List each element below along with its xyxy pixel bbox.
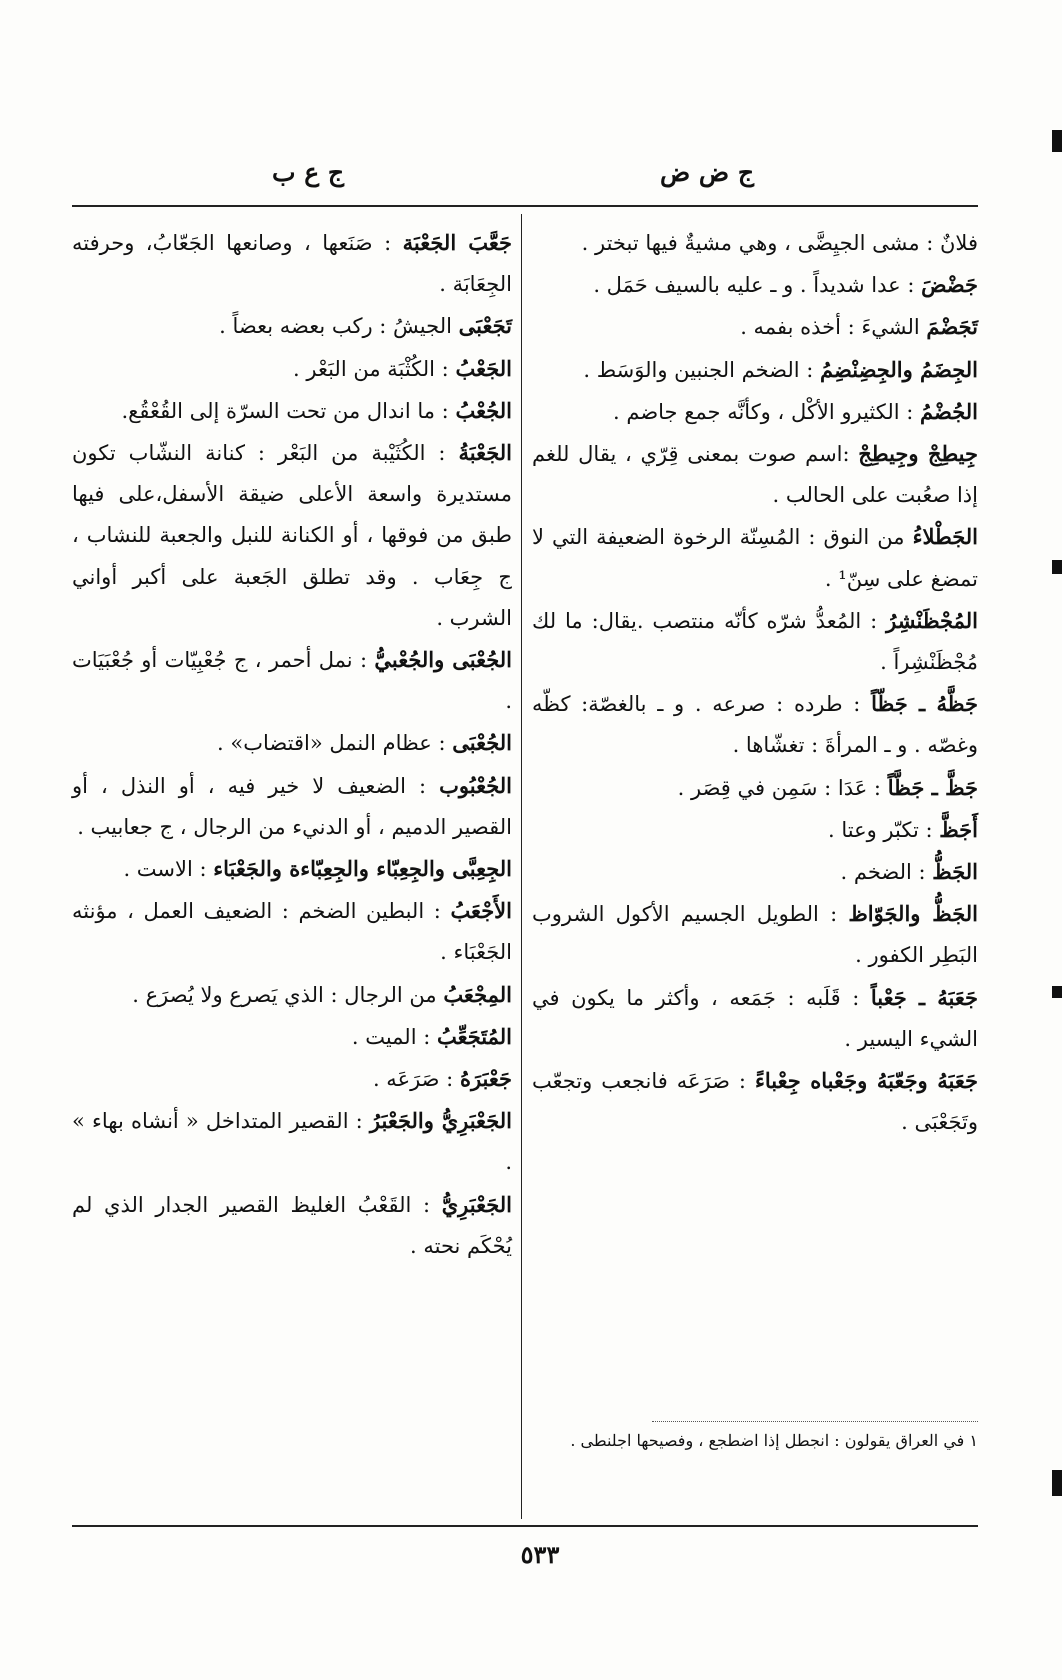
entry-definition: : الضعيف لا خير فيه ، أو النذل ، أو القصير الدميم ، أو الدنيء من الرجال ، ج جعابيب . [72, 773, 512, 839]
entry-definition: : الكثيرو الأكْل ، وكأنَّه جمع جاضم . [613, 399, 914, 424]
dictionary-entry [72, 1100, 512, 1183]
running-header-left: ج ع ب [272, 158, 344, 187]
dictionary-entry [72, 1058, 512, 1100]
entry-definition: : صَنَعها ، وصانعها الجَعّابُ، وحرفته الجِعَابَة . [72, 231, 512, 297]
entry-headword: الجَظُّ [932, 859, 978, 885]
running-header-right: ج ض ض [660, 158, 754, 187]
scan-edge-mark [1052, 560, 1062, 574]
entry-headword: جَعَبَهُ ـ جَعْباً [870, 984, 978, 1010]
header-rule [72, 205, 978, 207]
entry-definition: : الضخم الجنبين والوَسَط . [583, 357, 814, 382]
entry-headword: الجُعْبُوب [439, 772, 512, 798]
entry-headword: الأَجْعَبُ [450, 898, 512, 924]
entry-definition: : نمل أحمر ، ج جُعْبِيّات أو جُعْبَيَات . [72, 648, 512, 714]
entry-headword: الجَعْبَرِيُّ والجَعْبَرُ [369, 1108, 512, 1134]
entry-definition: : الكُثَيْبة من البَعْر : كنانة النشّاب تكون مستديرة واسعة الأعلى ضيقة الأسفل،على فيها طبق من فوقها ، أو الكنانة للنبل والجعبة للنشاب ، ج جِعَاب . وقد تطلق الجَعبة على أكبر أواني الشرب . [72, 441, 512, 630]
dictionary-entry [532, 264, 978, 306]
entry-headword: الجُضْمُ [920, 398, 978, 424]
dictionary-entry [72, 222, 512, 305]
dictionary-entry [532, 977, 978, 1060]
dictionary-entry [532, 433, 978, 516]
entry-definition: : الضخم . [840, 860, 926, 885]
entry-headword: جَعْبَرَهُ [459, 1066, 512, 1092]
dictionary-entry [532, 349, 978, 391]
dictionary-entry [532, 391, 978, 433]
entry-definition: : صَرَعَه . [372, 1067, 454, 1092]
entry-definition: : الاست . [123, 857, 207, 882]
entry-headword: المُتَجَعِّبُ [436, 1023, 512, 1049]
footer-rule [72, 1525, 978, 1527]
entry-definition: : عظام النمل «اقتضاب» . [217, 731, 446, 756]
entry-definition: : عَدَا : سَمِن في قِصَر . [677, 775, 882, 800]
entry-headword: جَظَّهُ ـ جَظّاً [871, 691, 978, 717]
dictionary-entry [72, 348, 512, 390]
entry-definition: : قَلَبه : جَمَعه ، وأكثر ما يكون في الشيء اليسير . [532, 985, 978, 1051]
dictionary-entry [532, 851, 978, 893]
entry-definition: فلانٌ : مشى الجيِضَّى ، وهي مشيةٌ فيها تبختر . [581, 231, 978, 255]
entry-headword: الجَعْبَةُ [458, 440, 512, 466]
entry-definition: : الكُثْبَة من البَعْر . [293, 356, 449, 381]
dictionary-entry [532, 893, 978, 976]
entry-definition: : الطويل الجسيم الأكول الشروب البَطِر الكفور . [532, 902, 978, 968]
entry-definition: : القَعْبُ الغليظ القصير الجدار الذي لم يُحْكَم نحته . [72, 1192, 512, 1258]
dictionary-entry [532, 683, 978, 766]
entry-definition: : صَرَعَه فانجعب وتجعّب وتَجَعْبَى . [532, 1069, 978, 1135]
scan-edge-mark [1052, 130, 1062, 152]
entry-headword: المِجْعَبُ [443, 981, 512, 1007]
footnote: ١ في العراق يقولون : انجطل إذا اضطجع ، وفصيحها اجلنطى . [570, 1431, 978, 1450]
dictionary-entry [532, 600, 978, 683]
entry-definition: من الرجال : الذي يَصرع ولا يُصرَع . [132, 982, 437, 1007]
entry-definition: : الميت . [351, 1024, 431, 1049]
dictionary-entry [72, 432, 512, 639]
entry-definition: : المُعدُّ شرّه كأنّه منتصب .يقال: ما لك مُجْظَنْشِراً . [532, 608, 978, 675]
entry-headword: الجَظُّ والجَوّاظ [848, 901, 978, 927]
dictionary-entry [72, 1016, 512, 1058]
entry-headword: الجَعْبُ [455, 355, 512, 381]
scan-edge-mark [1052, 986, 1062, 998]
entry-headword: جَعَّبَ الجَعْبَة [402, 230, 512, 255]
dictionary-entry [532, 767, 978, 809]
dictionary-entry [532, 1060, 978, 1143]
entry-definition: : عدا شديداً . و ـ عليه بالسيف حَمَل . [593, 273, 915, 298]
entry-headword: الجُعْبُ [455, 397, 512, 423]
entry-headword: الجِعِبَّى والجِعِبّاء والجِعِبّاءة والجَعْبَاء [213, 856, 512, 882]
entry-definition: الجيشُ : ركب بعضه بعضاً . [219, 314, 452, 339]
entry-definition: : تكبّر وعتا . [828, 817, 933, 842]
entry-definition: :اسم صوت بمعنى قِرّي ، يقال للغم إذا صعُبت على الحالب . [532, 442, 978, 508]
dictionary-entry [532, 809, 978, 851]
dictionary-entry [532, 222, 978, 264]
dictionary-entry [72, 765, 512, 848]
scan-edge-mark [1052, 1470, 1062, 1496]
dictionary-entry [72, 974, 512, 1016]
entry-definition: الشيءَ : أخذه بفمه . [740, 315, 920, 340]
entry-headword: تَجَعْبَى [458, 313, 512, 339]
dictionary-entry [72, 848, 512, 890]
dictionary-entry [72, 890, 512, 973]
entry-headword: الجَطْلاءُ [912, 524, 978, 550]
footnote-separator [652, 1421, 978, 1422]
entry-definition: : ما اندال من تحت السرّة إلى القُعْقُع. [121, 398, 449, 423]
entry-headword: الجُعْبَى [452, 730, 512, 756]
page-number: ٥٣٣ [520, 1540, 560, 1569]
right-column [532, 222, 978, 1143]
dictionary-entry [72, 305, 512, 347]
entry-definition: : البطين الضخم : الضعيف العمل ، مؤنثه الجَعْبَاء . [72, 899, 512, 965]
entry-headword: جِيطِجْ وجِيطِجْ [858, 441, 978, 467]
dictionary-entry [72, 390, 512, 432]
entry-headword: أَجَظَّ [939, 816, 978, 842]
entry-headword: جَظَّ ـ جَظَّاً [887, 774, 978, 800]
entry-headword: الجُعْبَى والجُعْبيُّ [374, 647, 512, 673]
column-divider [521, 214, 522, 1519]
entry-definition: : القصير المتداخل « أنشاه بهاء » . [72, 1109, 512, 1175]
entry-headword: جَضْضَ [921, 272, 978, 298]
dictionary-entry [532, 516, 978, 599]
dictionary-entry [72, 1184, 512, 1267]
entry-headword: تَجَضْمَ [926, 314, 978, 340]
entry-headword: الجَعْبَرِيُّ [441, 1191, 512, 1217]
entry-headword: المُجْظَنْشِرُ [886, 607, 978, 633]
dictionary-entry [72, 639, 512, 722]
left-column [72, 222, 512, 1267]
dictionary-entry [532, 306, 978, 348]
entry-definition: : طرده : صرعه . و ـ بالغصّة: كظّه وغصّه . و ـ المرأةَ : تغشّاها . [532, 692, 978, 758]
entry-headword: الجِضَمُ والجِضِنْضِمُ [820, 356, 978, 382]
entry-headword: جَعَبَهُ وجَعّبَهُ وجَعْباه جِعْباءً [754, 1068, 978, 1094]
dictionary-entry [72, 722, 512, 764]
entry-definition: من النوق : المُسِنّة الرخوة الضعيفة التي لا تمضغ على سِنّ¹ . [532, 525, 978, 591]
